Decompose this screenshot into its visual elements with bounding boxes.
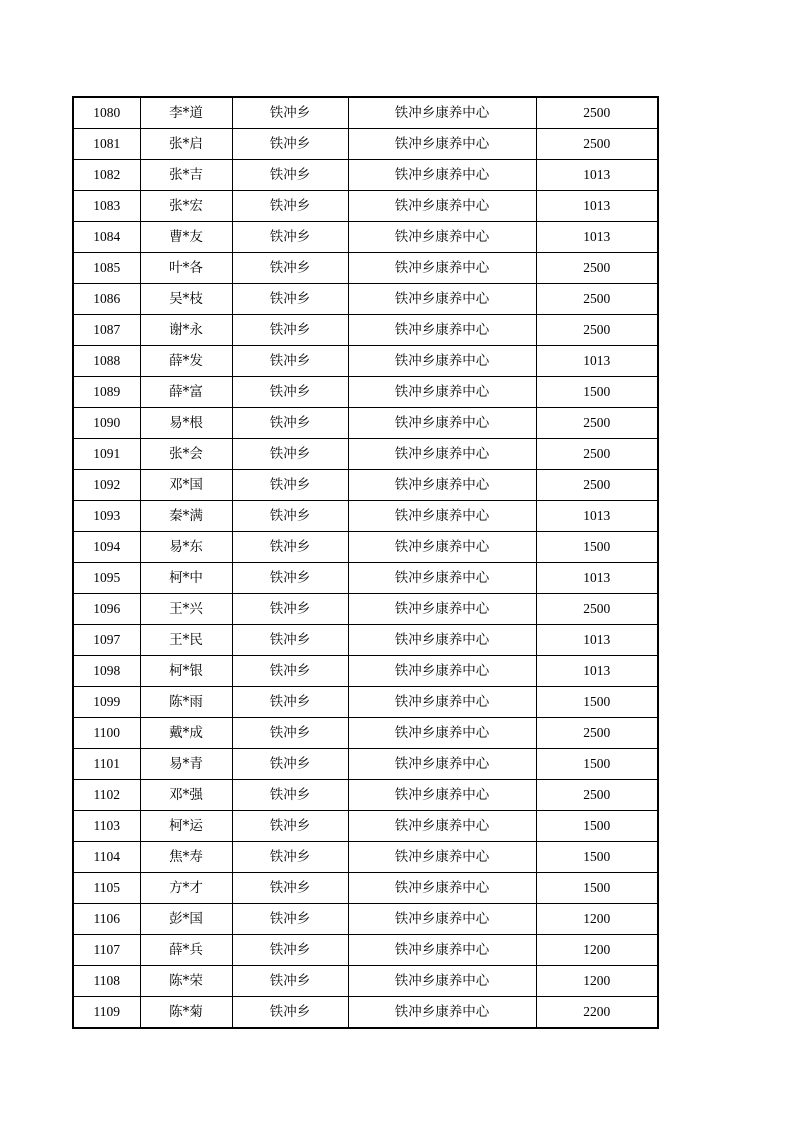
amount-cell: 2500	[536, 97, 658, 129]
township-cell: 铁冲乡	[232, 346, 348, 377]
person-name-cell: 张*启	[140, 129, 232, 160]
township-cell: 铁冲乡	[232, 97, 348, 129]
township-cell: 铁冲乡	[232, 129, 348, 160]
institution-cell: 铁冲乡康养中心	[348, 935, 536, 966]
row-number-cell: 1104	[73, 842, 140, 873]
institution-cell: 铁冲乡康养中心	[348, 160, 536, 191]
row-number-cell: 1101	[73, 749, 140, 780]
table-row	[73, 253, 658, 284]
institution-cell: 铁冲乡康养中心	[348, 532, 536, 563]
row-number-cell: 1084	[73, 222, 140, 253]
table-row	[73, 780, 658, 811]
row-number-cell: 1100	[73, 718, 140, 749]
row-number-cell: 1086	[73, 284, 140, 315]
person-name-cell: 薛*兵	[140, 935, 232, 966]
institution-cell: 铁冲乡康养中心	[348, 656, 536, 687]
township-cell: 铁冲乡	[232, 904, 348, 935]
institution-cell: 铁冲乡康养中心	[348, 594, 536, 625]
table-row	[73, 501, 658, 532]
township-cell: 铁冲乡	[232, 408, 348, 439]
amount-cell: 1013	[536, 563, 658, 594]
table-row	[73, 346, 658, 377]
amount-cell: 1200	[536, 935, 658, 966]
township-cell: 铁冲乡	[232, 439, 348, 470]
institution-cell: 铁冲乡康养中心	[348, 470, 536, 501]
table-row	[73, 97, 658, 129]
table-row	[73, 532, 658, 563]
institution-cell: 铁冲乡康养中心	[348, 625, 536, 656]
person-name-cell: 陈*荣	[140, 966, 232, 997]
person-name-cell: 陈*菊	[140, 997, 232, 1029]
person-name-cell: 邓*强	[140, 780, 232, 811]
table-row	[73, 594, 658, 625]
institution-cell: 铁冲乡康养中心	[348, 563, 536, 594]
row-number-cell: 1088	[73, 346, 140, 377]
institution-cell: 铁冲乡康养中心	[348, 284, 536, 315]
person-name-cell: 王*民	[140, 625, 232, 656]
table-row	[73, 935, 658, 966]
township-cell: 铁冲乡	[232, 687, 348, 718]
table-row	[73, 718, 658, 749]
amount-cell: 2500	[536, 594, 658, 625]
table-row	[73, 656, 658, 687]
row-number-cell: 1098	[73, 656, 140, 687]
amount-cell: 2500	[536, 718, 658, 749]
institution-cell: 铁冲乡康养中心	[348, 377, 536, 408]
amount-cell: 1013	[536, 160, 658, 191]
township-cell: 铁冲乡	[232, 377, 348, 408]
row-number-cell: 1105	[73, 873, 140, 904]
township-cell: 铁冲乡	[232, 191, 348, 222]
amount-cell: 1013	[536, 625, 658, 656]
institution-cell: 铁冲乡康养中心	[348, 501, 536, 532]
table-row	[73, 408, 658, 439]
institution-cell: 铁冲乡康养中心	[348, 253, 536, 284]
person-name-cell: 柯*中	[140, 563, 232, 594]
table-row	[73, 470, 658, 501]
amount-cell: 1013	[536, 346, 658, 377]
roster-table-body	[73, 97, 658, 1028]
amount-cell: 1500	[536, 532, 658, 563]
table-row	[73, 966, 658, 997]
row-number-cell: 1091	[73, 439, 140, 470]
amount-cell: 1500	[536, 749, 658, 780]
amount-cell: 2500	[536, 470, 658, 501]
table-row	[73, 222, 658, 253]
table-row	[73, 811, 658, 842]
person-name-cell: 戴*成	[140, 718, 232, 749]
township-cell: 铁冲乡	[232, 966, 348, 997]
amount-cell: 1013	[536, 501, 658, 532]
township-cell: 铁冲乡	[232, 470, 348, 501]
township-cell: 铁冲乡	[232, 284, 348, 315]
institution-cell: 铁冲乡康养中心	[348, 904, 536, 935]
amount-cell: 2500	[536, 284, 658, 315]
amount-cell: 1500	[536, 687, 658, 718]
row-number-cell: 1085	[73, 253, 140, 284]
township-cell: 铁冲乡	[232, 315, 348, 346]
township-cell: 铁冲乡	[232, 625, 348, 656]
row-number-cell: 1092	[73, 470, 140, 501]
township-cell: 铁冲乡	[232, 532, 348, 563]
table-row	[73, 129, 658, 160]
township-cell: 铁冲乡	[232, 594, 348, 625]
table-row	[73, 439, 658, 470]
township-cell: 铁冲乡	[232, 935, 348, 966]
amount-cell: 1013	[536, 191, 658, 222]
township-cell: 铁冲乡	[232, 873, 348, 904]
person-name-cell: 王*兴	[140, 594, 232, 625]
amount-cell: 2500	[536, 129, 658, 160]
person-name-cell: 易*根	[140, 408, 232, 439]
row-number-cell: 1081	[73, 129, 140, 160]
amount-cell: 2500	[536, 408, 658, 439]
township-cell: 铁冲乡	[232, 842, 348, 873]
institution-cell: 铁冲乡康养中心	[348, 718, 536, 749]
person-name-cell: 薛*富	[140, 377, 232, 408]
person-name-cell: 李*道	[140, 97, 232, 129]
table-row	[73, 625, 658, 656]
row-number-cell: 1093	[73, 501, 140, 532]
township-cell: 铁冲乡	[232, 811, 348, 842]
amount-cell: 1500	[536, 811, 658, 842]
amount-cell: 2500	[536, 780, 658, 811]
person-name-cell: 薛*发	[140, 346, 232, 377]
table-row	[73, 873, 658, 904]
person-name-cell: 秦*满	[140, 501, 232, 532]
institution-cell: 铁冲乡康养中心	[348, 780, 536, 811]
row-number-cell: 1089	[73, 377, 140, 408]
table-row	[73, 315, 658, 346]
person-name-cell: 谢*永	[140, 315, 232, 346]
table-row	[73, 563, 658, 594]
row-number-cell: 1095	[73, 563, 140, 594]
person-name-cell: 邓*国	[140, 470, 232, 501]
person-name-cell: 柯*运	[140, 811, 232, 842]
row-number-cell: 1096	[73, 594, 140, 625]
row-number-cell: 1106	[73, 904, 140, 935]
institution-cell: 铁冲乡康养中心	[348, 408, 536, 439]
row-number-cell: 1094	[73, 532, 140, 563]
table-row	[73, 687, 658, 718]
person-name-cell: 柯*银	[140, 656, 232, 687]
township-cell: 铁冲乡	[232, 563, 348, 594]
row-number-cell: 1108	[73, 966, 140, 997]
amount-cell: 2500	[536, 253, 658, 284]
amount-cell: 1013	[536, 656, 658, 687]
amount-cell: 1200	[536, 904, 658, 935]
institution-cell: 铁冲乡康养中心	[348, 222, 536, 253]
amount-cell: 1013	[536, 222, 658, 253]
person-name-cell: 焦*寿	[140, 842, 232, 873]
table-row	[73, 749, 658, 780]
row-number-cell: 1087	[73, 315, 140, 346]
institution-cell: 铁冲乡康养中心	[348, 129, 536, 160]
row-number-cell: 1102	[73, 780, 140, 811]
township-cell: 铁冲乡	[232, 222, 348, 253]
person-name-cell: 曹*友	[140, 222, 232, 253]
institution-cell: 铁冲乡康养中心	[348, 966, 536, 997]
township-cell: 铁冲乡	[232, 749, 348, 780]
institution-cell: 铁冲乡康养中心	[348, 315, 536, 346]
table-row	[73, 160, 658, 191]
row-number-cell: 1082	[73, 160, 140, 191]
table-row	[73, 904, 658, 935]
person-name-cell: 张*会	[140, 439, 232, 470]
row-number-cell: 1099	[73, 687, 140, 718]
amount-cell: 2200	[536, 997, 658, 1029]
institution-cell: 铁冲乡康养中心	[348, 191, 536, 222]
row-number-cell: 1103	[73, 811, 140, 842]
table-row	[73, 997, 658, 1029]
institution-cell: 铁冲乡康养中心	[348, 873, 536, 904]
row-number-cell: 1083	[73, 191, 140, 222]
amount-cell: 1500	[536, 842, 658, 873]
row-number-cell: 1097	[73, 625, 140, 656]
row-number-cell: 1080	[73, 97, 140, 129]
table-row	[73, 377, 658, 408]
table-row	[73, 842, 658, 873]
row-number-cell: 1090	[73, 408, 140, 439]
person-name-cell: 张*宏	[140, 191, 232, 222]
township-cell: 铁冲乡	[232, 253, 348, 284]
person-name-cell: 彭*国	[140, 904, 232, 935]
amount-cell: 2500	[536, 439, 658, 470]
amount-cell: 1500	[536, 377, 658, 408]
amount-cell: 1200	[536, 966, 658, 997]
township-cell: 铁冲乡	[232, 780, 348, 811]
township-cell: 铁冲乡	[232, 656, 348, 687]
person-name-cell: 叶*各	[140, 253, 232, 284]
township-cell: 铁冲乡	[232, 997, 348, 1029]
person-name-cell: 吴*枝	[140, 284, 232, 315]
table-row	[73, 284, 658, 315]
township-cell: 铁冲乡	[232, 160, 348, 191]
table-row	[73, 191, 658, 222]
row-number-cell: 1109	[73, 997, 140, 1029]
person-name-cell: 易*青	[140, 749, 232, 780]
person-name-cell: 方*才	[140, 873, 232, 904]
roster-table	[72, 96, 659, 1029]
institution-cell: 铁冲乡康养中心	[348, 346, 536, 377]
amount-cell: 1500	[536, 873, 658, 904]
person-name-cell: 张*吉	[140, 160, 232, 191]
person-name-cell: 易*东	[140, 532, 232, 563]
institution-cell: 铁冲乡康养中心	[348, 97, 536, 129]
township-cell: 铁冲乡	[232, 501, 348, 532]
institution-cell: 铁冲乡康养中心	[348, 439, 536, 470]
person-name-cell: 陈*雨	[140, 687, 232, 718]
institution-cell: 铁冲乡康养中心	[348, 842, 536, 873]
institution-cell: 铁冲乡康养中心	[348, 997, 536, 1029]
amount-cell: 2500	[536, 315, 658, 346]
institution-cell: 铁冲乡康养中心	[348, 687, 536, 718]
row-number-cell: 1107	[73, 935, 140, 966]
institution-cell: 铁冲乡康养中心	[348, 749, 536, 780]
township-cell: 铁冲乡	[232, 718, 348, 749]
institution-cell: 铁冲乡康养中心	[348, 811, 536, 842]
